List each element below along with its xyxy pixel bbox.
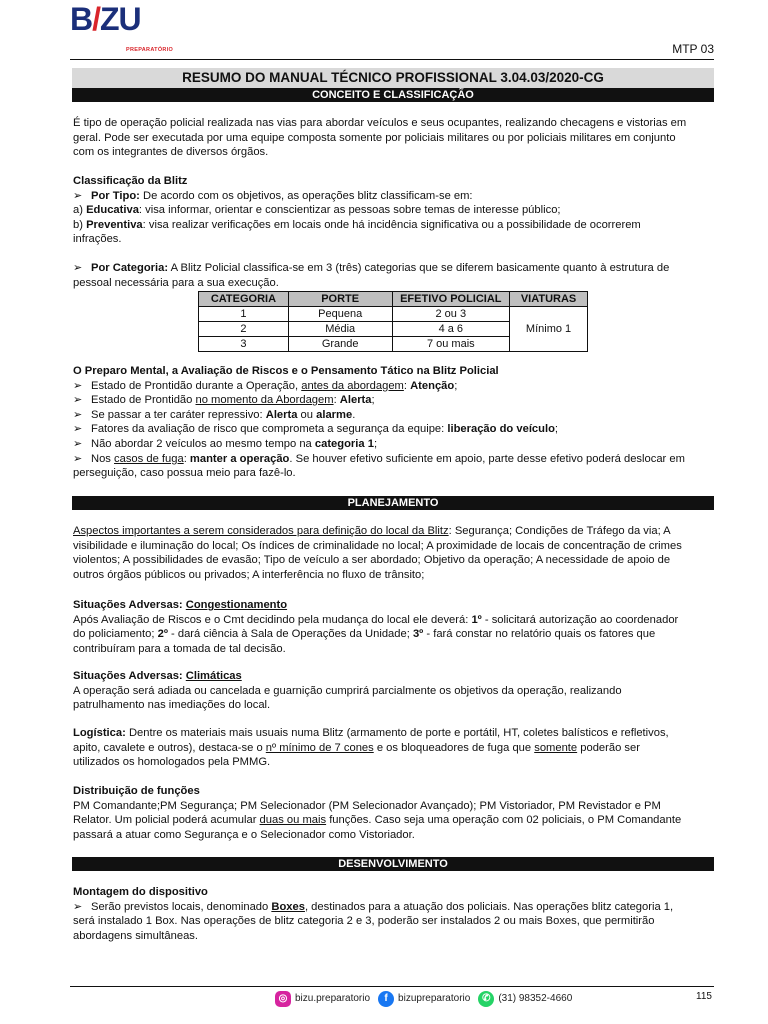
text-line: patrulhamento nas imediações do local. [73,699,271,712]
list-item: ➢ Estado de Prontidão no momento da Abordagem: Alerta; [73,394,375,407]
table-cell: Média [288,322,392,337]
bullet-arrow-icon: ➢ [73,189,83,202]
text-line: violentos; A possibilidades de evasão; Tipo de veículo a ser abordado; Objetivo da operação; A necessidade de apoio de [73,554,671,567]
section-heading: Classificação da Blitz [73,175,188,187]
instagram-link[interactable]: ◎ bizu.preparatorio [275,991,370,1007]
table-cell: 2 [199,322,289,337]
section-bar-desenvolvimento: DESENVOLVIMENTO [72,857,714,871]
text-line: passará a atuar como Segurança e o Selecionador como Vistoriador. [73,828,415,841]
list-item: ➢ Se passar a ter caráter repressivo: Alerta ou alarme. [73,408,356,421]
logo-subtitle: PREPARATÓRIO [126,47,174,53]
list-item: ➢ Fatores da avaliação de risco que comprometa a segurança da equipe: liberação do veículo; [73,423,559,436]
footer-contacts [275,990,580,1008]
text-line: Relator. Um policial poderá acumular duas ou mais funções. Caso seja uma operação com 02 policiais, o PM Comandante [73,814,682,827]
section-bar-conceito: CONCEITO E CLASSIFICAÇÃO [72,88,714,102]
bullet-arrow-icon: ➢ [73,900,83,913]
bullet-arrow-icon: ➢ [73,423,83,436]
text-line: visibilidade e iluminação do local; Os índices de criminalidade no local; A proximidade de locais de concentração de crimes [73,539,682,552]
section-heading: Montagem do dispositivo [73,886,208,898]
text-line: contribuíram para a tomada de tal decisão. [73,642,286,655]
whatsapp-link[interactable]: ✆ (31) 98352-4660 [478,991,572,1007]
text-line: A operação será adiada ou cancelada e guarnição cumprirá parcialmente os objetivos da operação, realizando [73,684,622,697]
page-title: RESUMO DO MANUAL TÉCNICO PROFISSIONAL 3.04.03/2020-CG [72,68,714,88]
intro-paragraph [73,116,713,160]
table-cell: Grande [288,337,392,352]
table-header: PORTE [288,292,392,307]
logistica-section [73,726,713,770]
list-item: ➢ Serão previstos locais, denominado Boxes, destinados para a atuação dos policiais. Nas operações blitz categoria 1, [73,900,674,913]
section-bar-planejamento: PLANEJAMENTO [72,496,714,510]
text-line: com os integrantes de diversos órgãos. [73,146,269,159]
montagem-section [73,885,713,943]
bizu-logo [70,1,174,53]
instagram-icon: ◎ [275,991,291,1007]
facebook-link[interactable]: f bizupreparatorio [378,991,470,1007]
text-line: geral. Pode ser executada por uma equipe composta somente por policiais militares ou por policiais militares em conjunto [73,131,676,144]
bullet-arrow-icon: ➢ [73,437,83,450]
text-line: Logística: Dentre os materiais mais usuais numa Blitz (armamento de porte e portátil, HT, coletes balísticos e refletivos, [73,727,669,739]
bullet-arrow-icon: ➢ [73,408,83,421]
text-line: pessoal necessária para a sua execução. [73,276,279,289]
table-header-row [199,292,588,307]
table-cell: Pequena [288,307,392,322]
text-line: Após Avaliação de Riscos e o Cmt decidindo pela mudança do local ele deverá: 1º - solicitará autorização ao coordenador [73,613,679,626]
text-line: utilizados os homologados pela PMMG. [73,756,271,769]
section-heading: Distribuição de funções [73,785,200,797]
table-cell-viaturas: Mínimo 1 [510,307,588,352]
page-number: 115 [696,991,712,1002]
table-cell: 4 a 6 [392,322,510,337]
list-item: ➢ Não abordar 2 veículos ao mesmo tempo na categoria 1; [73,437,378,450]
text-line: perseguição, caso possua meio para fazê-lo. [73,467,296,480]
text-line: PM Comandante;PM Segurança; PM Selecionador (PM Selecionador Avançado); PM Vistoriador, PM Revistador e PM [73,799,661,812]
text-line: outros órgãos públicos ou privados; A interferência no fluxo de trânsito; [73,568,425,581]
list-item: ➢ Estado de Prontidão durante a Operação, antes da abordagem: Atenção; [73,379,458,392]
list-item: b) Preventiva: visa realizar verificações em locais onde há incidência significativa ou a possibilidade de ocorrerem [73,218,641,231]
table-header: CATEGORIA [199,292,289,307]
bullet-arrow-icon: ➢ [73,262,83,274]
table-header: VIATURAS [510,292,588,307]
section-heading: Situações Adversas: Congestionamento [73,599,288,611]
text-line: abordagens simultâneas. [73,929,199,942]
table-header: EFETIVO POLICIAL [392,292,510,307]
text-line: Aspectos importantes a serem considerados para definição do local da Blitz: Segurança; Condições de Tráfego da via; A [73,525,671,537]
logo-text: B/ZU [70,1,141,37]
list-item: ➢ Nos casos de fuga: manter a operação. Se houver efetivo suficiente em apoio, parte desse efetivo poderá deslocar em [73,452,685,465]
table-cell: 3 [199,337,289,352]
text-line: infrações. [73,233,122,246]
list-item: ➢ Por Categoria: A Blitz Policial classifica-se em 3 (três) categorias que se diferem basicamente quanto à estrutura de [73,262,670,274]
section-heading: O Preparo Mental, a Avaliação de Riscos e o Pensamento Tático na Blitz Policial [73,365,499,377]
table-cell: 1 [199,307,289,322]
document-code: MTP 03 [672,42,714,56]
facebook-icon: f [378,991,394,1007]
footer-divider [70,986,714,987]
text-line: apito, cavalete e outros), destaca-se o nº mínimo de 7 cones e os bloqueadores de fuga que somente poderão ser [73,741,640,754]
classificacao-section [73,174,713,247]
categoria-table [198,291,588,352]
list-item: a) Educativa: visa informar, orientar e conscientizar as pessoas sobre temas de interesse público; [73,204,561,217]
section-heading: Situações Adversas: Climáticas [73,670,242,682]
whatsapp-icon: ✆ [478,991,494,1007]
congestionamento-section [73,598,713,656]
bullet-arrow-icon: ➢ [73,379,83,392]
table-cell: 2 ou 3 [392,307,510,322]
text-line: será instalado 1 Box. Nas operações de blitz categoria 2 e 3, poderão ser instalados 2 ou mais Boxes, que permitirão [73,915,655,928]
table-cell: 7 ou mais [392,337,510,352]
bullet-arrow-icon: ➢ [73,452,83,465]
categoria-paragraph [73,261,713,290]
table-row [199,307,588,322]
aspectos-paragraph [73,524,713,582]
text-line: É tipo de operação policial realizada nas vias para abordar veículos e seus ocupantes, realizando checagens e vistorias em [73,117,687,129]
header-divider [70,59,714,60]
text-line: do policiamento; 2º - dará ciência à Sala de Operações da Unidade; 3º - fará constar no relatório quais os fatores que [73,628,656,641]
funcoes-section [73,784,713,842]
climaticas-section [73,669,713,713]
bullet-arrow-icon: ➢ [73,394,83,407]
preparo-section [73,364,713,481]
list-item: ➢ Por Tipo: De acordo com os objetivos, as operações blitz classificam-se em: [73,189,473,202]
